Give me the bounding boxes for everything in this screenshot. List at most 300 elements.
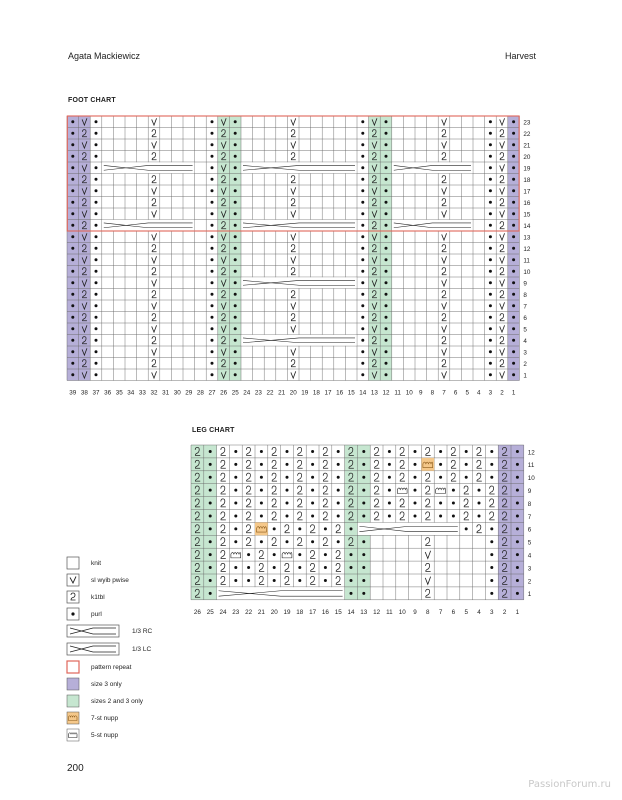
purl-stitch (361, 350, 364, 353)
purl-stitch (385, 339, 388, 342)
purl-stitch (490, 553, 493, 556)
purl-stitch (337, 502, 340, 505)
purl-stitch (209, 540, 212, 543)
purl-stitch (512, 316, 515, 319)
purl-stitch (489, 270, 492, 273)
column-label: 14 (347, 608, 355, 616)
size-column-fill (218, 116, 230, 381)
purl-stitch (388, 514, 391, 517)
column-label: 26 (193, 608, 201, 616)
purl-stitch (71, 362, 74, 365)
purl-stitch (516, 463, 519, 466)
column-label: 24 (219, 608, 227, 616)
row-label: 1 (523, 372, 527, 380)
purl-stitch (512, 339, 515, 342)
purl-stitch (361, 327, 364, 330)
purl-stitch (234, 120, 237, 123)
purl-stitch (95, 155, 98, 158)
legend-slip (66, 573, 256, 587)
purl-stitch (362, 502, 365, 505)
purl-stitch (362, 579, 365, 582)
column-label: 18 (312, 389, 320, 397)
purl-stitch (361, 201, 364, 204)
purl-stitch (298, 579, 301, 582)
purl-stitch (71, 143, 74, 146)
purl-stitch (234, 132, 237, 135)
purl-stitch (414, 450, 417, 453)
purl-stitch (388, 463, 391, 466)
purl-stitch (361, 120, 364, 123)
purl-stitch (489, 293, 492, 296)
purl-stitch (388, 450, 391, 453)
row-label: 13 (523, 234, 531, 242)
cable-bg (392, 162, 473, 173)
column-label: 21 (257, 608, 265, 616)
legend-lc (66, 642, 256, 656)
purl-stitch (337, 489, 340, 492)
purl-stitch (512, 132, 515, 135)
purl-stitch (512, 304, 515, 307)
purl-stitch (489, 281, 492, 284)
purl-stitch (286, 489, 289, 492)
purl-stitch (490, 527, 493, 530)
purl-stitch (361, 224, 364, 227)
row-label: 7 (523, 303, 527, 311)
column-label: 18 (296, 608, 304, 616)
purl-stitch (516, 450, 519, 453)
column-label: 7 (438, 608, 443, 616)
purl-stitch (489, 178, 492, 181)
purl-stitch (361, 235, 364, 238)
purl-stitch (211, 293, 214, 296)
purl-stitch (260, 540, 263, 543)
purl-stitch (361, 362, 364, 365)
purl-stitch (311, 514, 314, 517)
purl-stitch (234, 463, 237, 466)
legend-k1tbl (66, 590, 256, 604)
purl-stitch (71, 247, 74, 250)
slip-symbol (66, 573, 80, 587)
purl-stitch (324, 553, 327, 556)
column-label: 33 (138, 389, 146, 397)
purl-stitch (71, 339, 74, 342)
purl-stitch (490, 592, 493, 595)
purl-stitch (211, 212, 214, 215)
purl-stitch (385, 304, 388, 307)
purl-stitch (71, 293, 74, 296)
column-label: 16 (336, 389, 344, 397)
purl-stitch (516, 514, 519, 517)
page-number: 200 (67, 763, 84, 774)
purl-stitch (286, 514, 289, 517)
purl-stitch (260, 476, 263, 479)
purl-stitch (95, 281, 98, 284)
row-label: 9 (527, 487, 532, 495)
column-label: 39 (69, 389, 77, 397)
column-label: 4 (477, 389, 481, 397)
column-label: 4 (477, 608, 481, 616)
purl-stitch (414, 514, 417, 517)
purl-stitch (489, 212, 492, 215)
nupp5-symbol (66, 728, 80, 742)
row-label: 3 (523, 349, 527, 357)
column-label: 28 (196, 389, 204, 397)
purl-stitch (324, 579, 327, 582)
row-label: 11 (527, 462, 535, 470)
purl-stitch (95, 350, 98, 353)
purl-stitch (489, 339, 492, 342)
nupp7-bg (421, 458, 434, 471)
column-label: 12 (373, 608, 381, 616)
purl-stitch (234, 247, 237, 250)
purl-stitch (298, 566, 301, 569)
purl-stitch (337, 476, 340, 479)
nupp7-bg (255, 522, 268, 535)
purl-stitch (234, 373, 237, 376)
foot-chart (60, 110, 560, 410)
purl-stitch (95, 304, 98, 307)
purl-stitch (361, 247, 364, 250)
purl-stitch (95, 247, 98, 250)
column-label: 19 (283, 608, 291, 616)
purl-stitch (490, 463, 493, 466)
row-label: 2 (523, 360, 527, 368)
purl-stitch (489, 327, 492, 330)
purl-stitch (95, 178, 98, 181)
purl-stitch (385, 350, 388, 353)
purl-stitch (516, 579, 519, 582)
purl-stitch (71, 120, 74, 123)
purl-stitch (211, 155, 214, 158)
purl-stitch (512, 201, 515, 204)
column-label: 32 (150, 389, 158, 397)
legend-size23 (66, 694, 256, 708)
purl-stitch (439, 514, 442, 517)
purl-stitch (311, 463, 314, 466)
column-label: 30 (173, 389, 181, 397)
column-label: 10 (405, 389, 413, 397)
row-label: 19 (523, 165, 531, 173)
purl-stitch (362, 463, 365, 466)
purl-stitch (489, 155, 492, 158)
purl-stitch (489, 120, 492, 123)
purl-stitch (478, 502, 481, 505)
column-label: 10 (398, 608, 406, 616)
column-label: 15 (347, 389, 355, 397)
purl-stitch (286, 540, 289, 543)
purl-stitch (234, 270, 237, 273)
column-label: 29 (185, 389, 193, 397)
legend-knit-label: knit (91, 560, 102, 567)
column-label: 2 (502, 608, 507, 616)
row-label: 10 (523, 268, 531, 276)
purl-stitch (211, 304, 214, 307)
purl-stitch (489, 201, 492, 204)
purl-stitch (452, 489, 455, 492)
column-label: 5 (464, 608, 468, 616)
purl-stitch (234, 224, 237, 227)
column-label: 17 (324, 389, 332, 397)
column-label: 5 (465, 389, 469, 397)
purl-stitch (385, 178, 388, 181)
purl-stitch (273, 579, 276, 582)
purl-stitch (512, 350, 515, 353)
purl-stitch (490, 476, 493, 479)
cable-bg (241, 220, 356, 231)
purl-stitch (298, 553, 301, 556)
purl-stitch (234, 316, 237, 319)
legend-lc-label: 1/3 LC (132, 646, 152, 653)
purl-stitch (260, 489, 263, 492)
purl-stitch (490, 450, 493, 453)
column-label: 9 (419, 389, 423, 397)
purl-stitch (350, 579, 353, 582)
purl-stitch (95, 235, 98, 238)
purl-stitch (414, 489, 417, 492)
purl-stitch (385, 247, 388, 250)
cable-bg (241, 277, 356, 288)
cable-bg (241, 162, 356, 173)
purl-stitch (209, 514, 212, 517)
nupp7-symbol (66, 711, 80, 725)
legend-repeat (66, 660, 256, 674)
row-label: 2 (527, 578, 532, 586)
column-label: 37 (92, 389, 100, 397)
purl-stitch (211, 120, 214, 123)
purl-stitch (516, 489, 519, 492)
column-label: 23 (254, 389, 262, 397)
column-label: 31 (162, 389, 170, 397)
purl-stitch (71, 327, 74, 330)
purl-stitch (385, 132, 388, 135)
purl-stitch (95, 212, 98, 215)
size3-swatch (66, 677, 80, 691)
legend-knit (66, 556, 256, 570)
purl-stitch (361, 155, 364, 158)
purl-stitch (489, 362, 492, 365)
purl-stitch (362, 450, 365, 453)
cable-bg (102, 220, 194, 231)
purl-symbol (66, 607, 80, 621)
purl-stitch (439, 463, 442, 466)
purl-stitch (209, 476, 212, 479)
purl-stitch (361, 212, 364, 215)
purl-stitch (439, 476, 442, 479)
column-label: 24 (243, 389, 251, 397)
purl-stitch (512, 224, 515, 227)
purl-stitch (71, 304, 74, 307)
purl-stitch (361, 293, 364, 296)
purl-stitch (234, 178, 237, 181)
row-label: 14 (523, 222, 531, 230)
purl-stitch (478, 489, 481, 492)
purl-stitch (71, 235, 74, 238)
purl-stitch (512, 212, 515, 215)
purl-stitch (489, 373, 492, 376)
purl-stitch (489, 258, 492, 261)
column-label: 7 (442, 389, 446, 397)
purl-stitch (439, 450, 442, 453)
purl-stitch (311, 476, 314, 479)
purl-stitch (489, 247, 492, 250)
purl-stitch (489, 350, 492, 353)
k1tbl-symbol (66, 590, 80, 604)
purl-stitch (512, 235, 515, 238)
purl-stitch (209, 450, 212, 453)
purl-stitch (512, 178, 515, 181)
purl-stitch (385, 120, 388, 123)
purl-stitch (260, 502, 263, 505)
purl-stitch (362, 553, 365, 556)
column-label: 35 (115, 389, 123, 397)
purl-stitch (211, 189, 214, 192)
purl-stitch (362, 592, 365, 595)
purl-stitch (489, 189, 492, 192)
purl-stitch (362, 476, 365, 479)
purl-stitch (512, 247, 515, 250)
purl-stitch (260, 514, 263, 517)
purl-stitch (385, 258, 388, 261)
purl-stitch (234, 304, 237, 307)
purl-stitch (209, 463, 212, 466)
purl-stitch (211, 201, 214, 204)
column-label: 25 (231, 389, 239, 397)
legend-nupp7 (66, 711, 256, 725)
column-label: 16 (321, 608, 329, 616)
column-label: 3 (488, 389, 493, 397)
purl-stitch (71, 350, 74, 353)
purl-stitch (512, 362, 515, 365)
purl-stitch (465, 527, 468, 530)
purl-stitch (260, 450, 263, 453)
purl-stitch (385, 155, 388, 158)
purl-stitch (489, 316, 492, 319)
purl-stitch (350, 527, 353, 530)
purl-stitch (71, 132, 74, 135)
purl-stitch (452, 502, 455, 505)
purl-stitch (388, 489, 391, 492)
row-label: 15 (523, 211, 531, 219)
column-label: 19 (301, 389, 309, 397)
purl-stitch (95, 293, 98, 296)
legend-purl-label: purl (91, 611, 102, 618)
purl-stitch (361, 189, 364, 192)
purl-stitch (512, 270, 515, 273)
purl-stitch (414, 463, 417, 466)
purl-stitch (337, 514, 340, 517)
legend-repeat-label: pattern repeat (91, 664, 132, 671)
purl-stitch (385, 327, 388, 330)
row-label: 6 (527, 526, 532, 534)
size23-swatch (66, 694, 80, 708)
purl-stitch (286, 476, 289, 479)
purl-stitch (385, 166, 388, 169)
purl-stitch (211, 316, 214, 319)
legend-rc-label: 1/3 RC (132, 628, 153, 635)
legend-nupp5-label: 5-st nupp (91, 732, 119, 739)
purl-stitch (362, 489, 365, 492)
purl-stitch (234, 540, 237, 543)
purl-stitch (512, 120, 515, 123)
purl-stitch (512, 327, 515, 330)
column-label: 34 (127, 389, 135, 397)
purl-stitch (311, 450, 314, 453)
purl-stitch (209, 502, 212, 505)
purl-stitch (211, 235, 214, 238)
purl-stitch (234, 212, 237, 215)
purl-stitch (95, 143, 98, 146)
column-label: 26 (220, 389, 228, 397)
purl-stitch (234, 450, 237, 453)
purl-stitch (234, 327, 237, 330)
purl-stitch (95, 132, 98, 135)
purl-stitch (516, 502, 519, 505)
column-label: 6 (453, 389, 458, 397)
purl-stitch (512, 189, 515, 192)
legend-rc (66, 624, 256, 638)
purl-stitch (361, 304, 364, 307)
column-label: 22 (266, 389, 274, 397)
purl-stitch (71, 258, 74, 261)
purl-stitch (465, 450, 468, 453)
purl-stitch (489, 304, 492, 307)
purl-stitch (234, 476, 237, 479)
purl-stitch (388, 476, 391, 479)
purl-stitch (286, 450, 289, 453)
purl-stitch (286, 502, 289, 505)
legend-size23-label: sizes 2 and 3 only (91, 698, 144, 705)
legend-slip-label: sl wyib pwise (91, 577, 129, 584)
watermark: PassionForum.ru (528, 779, 611, 790)
purl-stitch (71, 189, 74, 192)
purl-stitch (234, 293, 237, 296)
purl-stitch (385, 316, 388, 319)
purl-stitch (95, 339, 98, 342)
purl-stitch (273, 553, 276, 556)
column-label: 20 (289, 389, 297, 397)
purl-stitch (490, 579, 493, 582)
purl-stitch (273, 527, 276, 530)
row-label: 18 (523, 176, 531, 184)
leg-chart-title: LEG CHART (192, 427, 235, 434)
purl-stitch (385, 212, 388, 215)
purl-stitch (465, 476, 468, 479)
column-label: 8 (430, 389, 435, 397)
legend-purl (66, 607, 256, 621)
row-label: 6 (523, 314, 527, 322)
column-label: 38 (80, 389, 88, 397)
rc-cable-symbol (66, 624, 120, 638)
purl-stitch (211, 281, 214, 284)
column-label: 1 (511, 389, 516, 397)
purl-stitch (385, 270, 388, 273)
column-label: 14 (359, 389, 367, 397)
purl-stitch (337, 463, 340, 466)
purl-stitch (211, 339, 214, 342)
purl-stitch (211, 258, 214, 261)
purl-stitch (361, 166, 364, 169)
purl-stitch (211, 166, 214, 169)
purl-stitch (350, 566, 353, 569)
column-label: 15 (334, 608, 342, 616)
purl-stitch (362, 514, 365, 517)
row-label: 12 (527, 449, 535, 457)
row-label: 5 (527, 539, 532, 547)
purl-stitch (414, 476, 417, 479)
purl-stitch (234, 189, 237, 192)
purl-stitch (71, 270, 74, 273)
knit-symbol (66, 556, 80, 570)
